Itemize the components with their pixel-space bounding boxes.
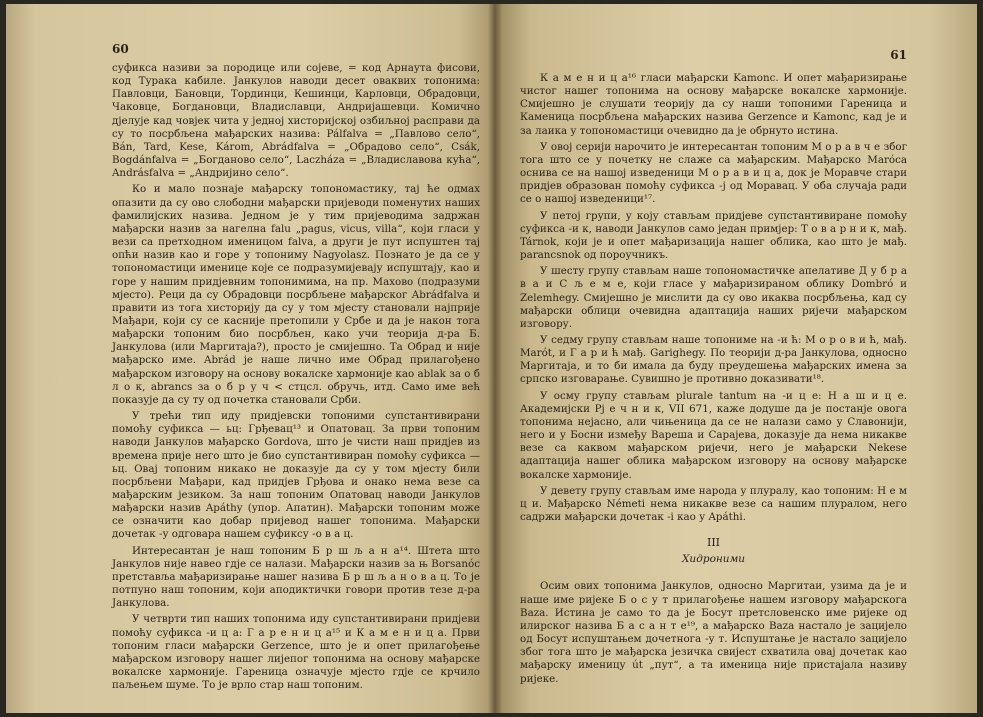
paragraph: У седму групу стављам наше топониме на -и ћ: М о р о в и ћ, мађ. Marót, и Г а р и ћ мађ. Garighegy. По теорији д-ра Јанкулова, односно Маргитаја, и то би имала да буду преудешења мађарских имена за српско изговарање. Сувишно је противно доказивати¹⁸. — [520, 333, 907, 386]
left-page-text — [112, 62, 480, 692]
book-gutter-shadow — [488, 4, 502, 713]
paragraph: Интересантан је наш топоним Б р ш љ а н а¹⁴. Штета што Јанкулов није навео гдје се налази. Мађарски назив за њ Borsanóc претставља мађаризирање нашег назива Б р ш љ а н о в а ц. То је потпуно наш топоним, који аподиктички говори против тезе д-ра Јанкулова. — [112, 544, 480, 610]
paragraph: У осму групу стављам plurale tantum на -и ц е: Н а ш и ц е. Академијски Рј е ч н и к, VII 671, каже додуше да је постанје овога топонима нејасно, али чињеница да се не налази само у Славонији, него и у Босни између Вареша и Сарајева, доказује да нема никакве везе са каквом мађарском ријечи, него је мађарски Nekese адаптација нашег облика мађарском изговору на основу мађарске вокалске хармоније. — [520, 389, 907, 481]
paragraph: У петој групи, у коју стављам придјеве супстантивиране помоћу суфикса -и к, наводи Јанкулов само један примјер: Т о в а р н и к, мађ. Tárnok, који је и опет мађаризација нашег облика, као што је мађ. parancsnok од пороучникъ. — [520, 209, 907, 262]
paragraph: У шесту групу стављам наше топономастичке апелативе Д у б р а в а и С љ е м е, који гласе у мађаризираном облику Dombró и Zelemhegy. Смијешно је мислити да су ово икаква посрбљења, кад су мађарски облици очевидна адаптација наших ријечи мађарском изговору. — [520, 265, 907, 330]
paragraph: У четврти тип наших топонима иду супстантивирани придјеви помоћу суфикса -и ц а: Г а р е н и ц а¹⁵ и К а м е н и ц а. Први топоним гласи мађарски Gerzence, што је и опет прилагођење мађарском изговору нашег лијепог топонима на основу мађарске вокалске хармоније. Гареница означује мјесто гдје се крчило паљењем шуме. То је врло стар наш топоним. — [112, 613, 480, 692]
paragraph: суфикса називи за породице или сојеве, = код Арнаута фисови, код Турака кабиле. Јанкулов наводи десет оваквих топонима: Павловци, Бановци, Тординци, Кешинци, Карловци, Обрадовци, Чаковце, Богдановци, Владиславци, Андријашевци. Комично дјелује кад човјек чита у једној хисторијској озбиљној расправи да су то посрбљена мађарских назива: Pálfalva = „Павлово село“, Bán, Tard, Kese, Károm, Abrádfalva = „Обрадово село“, Csák, Bogdánfalva = „Богданово село“, Laczháza = „Владиславова кућа“, Andrásfalva = „Андријино село“. — [112, 62, 480, 180]
section-title: Хидроними — [681, 553, 746, 566]
section-number: III — [706, 536, 721, 550]
paragraph: Ко и мало познаје мађарску топономастику, тај ће одмах опазити да су ово слободни мађарски пријеводи поменутих наших фамилијских назива. Једном је у тим пријеводима задржан мађарски назив за нагелна falu „pagus, vicus, villa“, који гласи у вези са претходном именицом falva, а други је пут испуштен тај опћи назив као и горе у топониму Nagyolasz. Познато је да се у топономастици именице које се подразумијевају испуштају, као и горе у нашим придјевним топонимима, на пр. Махово (подразуми мјесто). Реци да су Обрадовци посрбљене мађарског Abrádfalva и правити из тога хисторију да су у том мјесту становали најприје Мађари, који су се касније претопили у Србе и да је након тога мађарски топоним био посрбљен, како учи теорија д-ра Б. Јанкулова (или Маргитаја?), просто је смијешно. Та Обрад и није мађарско име. Abrád је наше лично име Обрад прилагођено мађарском изговору на основу вокалске хармоније као ablak за о б л о к, abrancs за о б р у ч < стцсл. обручь, итд. Само име већ показује да су ту од почетка становали Срби. — [112, 183, 480, 406]
paragraph: К а м е н и ц а¹⁶ гласи мађарски Kamonc. И опет мађаризирање чистог нашег топонима на основу мађарске вокалске хармоније. Смијешно је слушати теорију да су наши топоними Гареница и Каменица посрбљена мађарских назива Gerzence и Kamonc, кад је и за лаика у топономастици очевидно да је обрнуто истина. — [520, 72, 907, 137]
right-page — [498, 4, 977, 713]
paragraph: У девету групу стављам име народа у плуралу, као топоним: Н е м ц и. Мађарско Németi нема никакве везе са нашим плуралом, него садржи мађарски дочетак -i као у Apáthi. — [520, 484, 907, 523]
page-number-right: 61 — [890, 48, 907, 62]
paragraph: У трећи тип иду придјевски топоними супстантивирани помоћу суфикса — ьц: Грђевац¹³ и Опатовац. За први топоним наводи Јанкулов мађарско Gordova, што је чисти наш придјев из времена прије него што је био супстантивиран помоћу суфикса — ьц. Овај топоним никако не доказује да су у том мјесту били посрбљени Мађари, кад придјев Грђова и онако нема везе са мађарским језиком. За наш топоним Опатовац наводи Јанкулов мађарски назив Apáthy (упор. Апатин). Мађарски топоним може се означити као добар пријевод нашег топонима. Мађарски дочетак -у одговара нашем суфиксу -о в а ц. — [112, 410, 480, 541]
paragraph: У овој серији нарочито је интересантан топоним М о р а в ч е због тога што се у почетку не слаже са мађарским. Мађарско Marócа оснива се на нашој изведеници М о р а в и ц а, док је Моравче стари придјев образован помоћу суфикса -ј од Моравац. У оба случаја ради се о нашој изведеници¹⁷. — [520, 140, 907, 206]
right-page-text — [520, 72, 907, 686]
paragraph: Осим ових топонима Јанкулов, односно Маргитаи, узима да је и наше име ријеке Б о с у т прилагођење нашем изговору мађарскога Baza. Истина је само то да је Босут претсловенско име ријеке од илирског назива Б а с а н т е¹⁹, а мађарско Baza настало је зацијело од Босут испуштањем дочетнога -у т. Испуштање је настало зацијело због тога што је мађарска језичка свијест схватила овај дочетак као мађарску именицу út „пут“, а та именица није пристајала називу ријеке. — [520, 580, 907, 685]
left-page — [6, 4, 498, 713]
page-number-left: 60 — [112, 42, 129, 56]
